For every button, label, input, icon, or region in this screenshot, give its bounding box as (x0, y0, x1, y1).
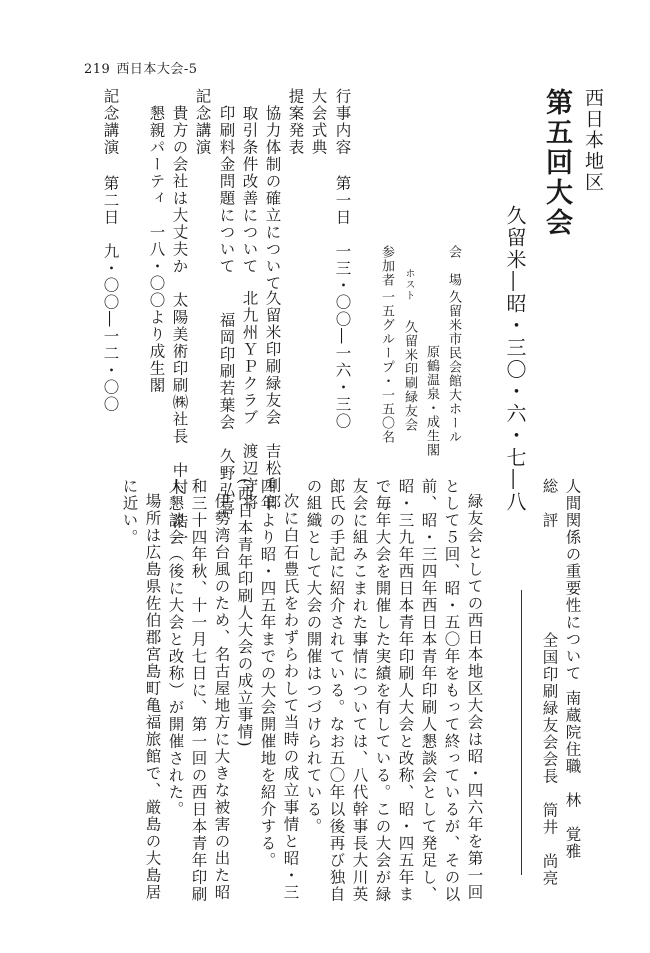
paragraph-line: 四年より昭・四五年までの大会開催地を紹介する。 (258, 478, 277, 869)
proposal-2-by: 北九州ＹＰクラブ 渡辺守将 (240, 290, 259, 511)
paragraph-line: 友会に組みこまれた事情については、八代幹事長大川英 (350, 478, 369, 903)
venue-1: 久留米市民会館大ホール (446, 290, 461, 444)
convention-title: 第五回大会 (541, 88, 572, 238)
proposal-3-by: 福岡印刷若葉会 久野弘喜 (217, 312, 236, 516)
page-number: 219 (84, 62, 111, 77)
proposal-3: 印刷料金問題について (217, 105, 236, 275)
events-label: 行事内容 (333, 88, 352, 156)
paragraph-line: 昭・三九年西日本青年印刷人大会と改称、昭・四五年ま (396, 478, 415, 903)
divider-rule (521, 590, 522, 875)
venue-label: 会 場 (446, 245, 461, 287)
proposals-heading: 提案発表 (286, 88, 305, 156)
host-label: ホスト (403, 268, 414, 301)
lecture-title: 人間関係の重要性について (563, 478, 582, 682)
paragraph-line: 人懇談会（後に大会と改称）が開催された。 (166, 478, 185, 818)
region-heading: 西日本地区 (582, 88, 604, 193)
paragraph-line: で毎年大会を開催した実績を有している。この大会が緑 (373, 478, 392, 903)
lecture-speaker: 南蔵院住職 林 覚雅 (563, 690, 582, 860)
events-day1: 第一日 一三・〇〇―一六・三〇 (333, 175, 352, 430)
events-day2: 第二日 九・〇〇―一二・〇〇 (101, 175, 120, 413)
proposal-1-by: 久留米印刷緑友会 吉松利郎 (263, 290, 282, 511)
paragraph-line: 場所は広島県佐伯郡宮島町亀福旅館で、厳島の大島居 (143, 493, 162, 901)
paragraph-line: に近い。 (120, 478, 139, 546)
lecture-label: 記念講演 (193, 88, 212, 156)
lecture-2-label: 記念講演 (101, 88, 120, 156)
participants-label: 参加者 (379, 245, 394, 287)
paragraph-line: 前、昭・三四年西日本青年印刷人懇談会として発足し、 (419, 478, 438, 903)
paragraph-line: (西日本青年印刷人大会の成立事情) (235, 478, 254, 749)
paragraph-line: 伊勢湾台風のため、名古屋地方に大きな被害の出た昭 (212, 493, 231, 901)
review-speaker: 全国印刷緑友会会長 筒井 尚亮 (540, 632, 559, 887)
paragraph-line: 郎氏の手記に紹介されている。なお五〇年以後再び独自 (327, 478, 346, 903)
host: 久留米印刷緑友会 (402, 320, 417, 432)
paragraph-line: 次に白石豊氏をわずらわして当時の成立事情と昭・三 (281, 493, 300, 901)
paragraph-line: 和三十四年秋、十一月七日に、第一回の西日本青年印刷 (189, 478, 208, 903)
lecture-1: 貴方の会社は大丈夫か 太陽美術印刷㈱社長 中村 浩一 (170, 105, 189, 547)
place-and-date: 久留米―昭・三〇・六・七―八 (503, 205, 527, 513)
paragraph-line: として５回、昭・五〇年をもって終っているが、その以 (442, 478, 461, 903)
participants: 一五グループ・一五〇名 (379, 290, 394, 444)
section-title: 西日本大会-5 (116, 62, 198, 77)
paragraph-line: 緑友会としての西日本地区大会は昭・四六年を第一回 (465, 493, 484, 901)
review-label: 総 評 (540, 478, 559, 529)
proposal-1: 協力体制の確立について (263, 105, 282, 292)
party: 懇親パーティ 一八・〇〇より成生閣 (147, 105, 166, 394)
venue-2: 原鶴温泉・成生閣 (424, 345, 439, 457)
ceremony: 大会式典 (309, 88, 328, 156)
proposal-2: 取引条件改善について (240, 105, 259, 275)
page-header (84, 58, 198, 77)
paragraph-line: の組織として大会の開催はつづけられている。 (304, 478, 323, 835)
